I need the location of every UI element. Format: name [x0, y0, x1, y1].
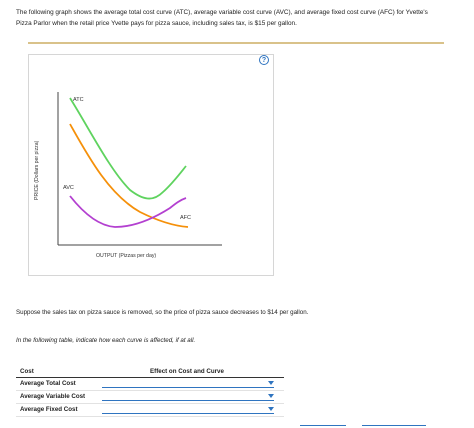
row-label-atc: Average Total Cost — [20, 380, 76, 387]
table-row-afc — [16, 404, 284, 417]
grade-button-underline[interactable] — [300, 425, 346, 426]
y-axis-label: PRICE (Dollars per pizza) — [34, 140, 40, 200]
table-row-atc — [16, 378, 284, 391]
graph-panel — [28, 54, 274, 276]
intro-line-2: Pizza Parlor when the retail price Yvette pays for pizza sauce, including sales tax, is $15 per gallon. — [16, 20, 297, 27]
help-icon[interactable]: ? — [259, 55, 269, 65]
intro-text — [16, 7, 456, 29]
chevron-down-icon[interactable] — [268, 381, 274, 385]
chevron-down-icon[interactable] — [268, 394, 274, 398]
save-button-underline[interactable] — [362, 425, 426, 426]
row-label-afc: Average Fixed Cost — [20, 406, 78, 413]
question-text: Suppose the sales tax on pizza sauce is removed, so the price of pizza sauce decreases to $14 per gallon. — [16, 309, 309, 316]
instruction-text: In the following table, indicate how each curve is affected, if at all. — [16, 337, 196, 344]
x-axis-label: OUTPUT (Pizzas per day) — [96, 253, 157, 259]
avc-label: AVC — [63, 185, 74, 191]
intro-line-1: The following graph shows the average total cost curve (ATC), average variable cost curve (AVC), and average fixed cost curve (AFC) for Yvette's — [16, 9, 428, 16]
atc-effect-dropdown[interactable] — [102, 380, 274, 388]
row-label-avc: Average Variable Cost — [20, 393, 86, 400]
afc-label: AFC — [180, 215, 191, 221]
effect-table — [16, 368, 284, 417]
avc-effect-dropdown[interactable] — [102, 393, 274, 401]
table-row-avc — [16, 391, 284, 404]
header-cost: Cost — [20, 368, 34, 375]
atc-label: ATC — [73, 97, 84, 103]
section-divider — [28, 42, 444, 44]
table-header — [16, 368, 284, 378]
chevron-down-icon[interactable] — [268, 407, 274, 411]
afc-effect-dropdown[interactable] — [102, 406, 274, 414]
header-effect: Effect on Cost and Curve — [150, 368, 224, 375]
